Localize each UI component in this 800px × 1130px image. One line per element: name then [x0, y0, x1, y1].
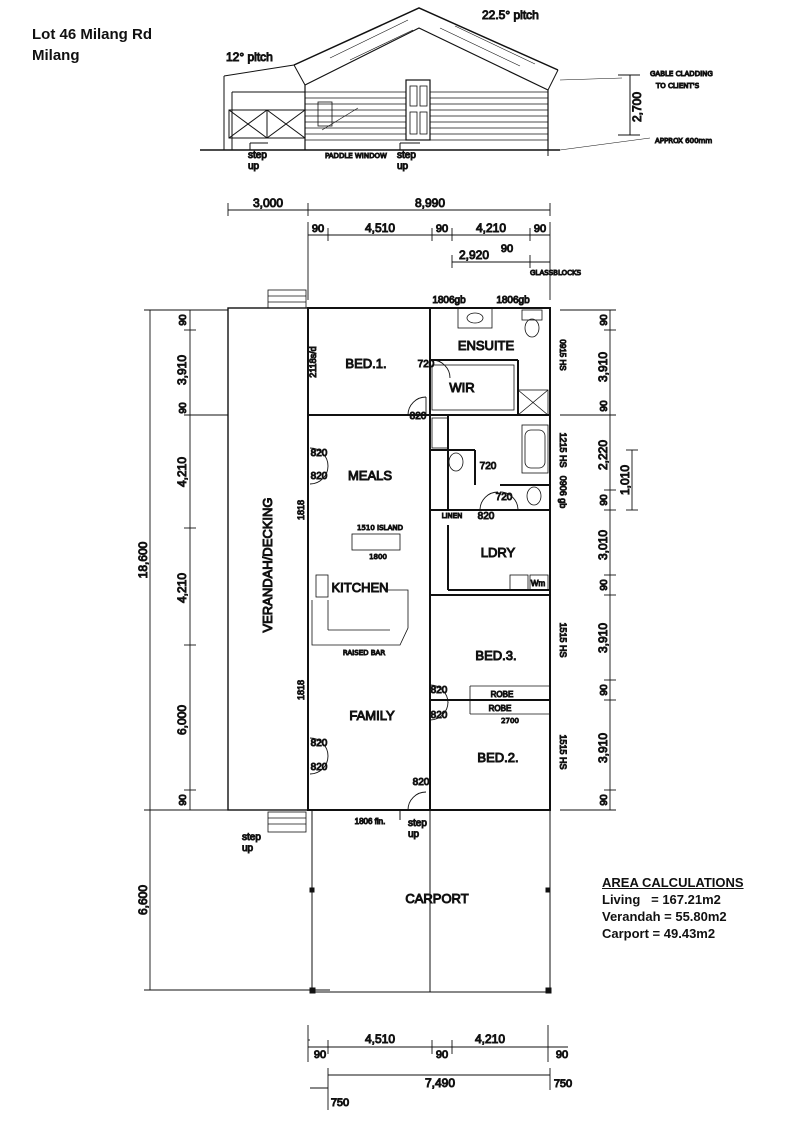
dim-bottom-750-right: 750 — [553, 1078, 573, 1090]
door-820-entry: 820 — [412, 777, 430, 788]
window-1806gb-a: 1806gb — [432, 295, 466, 306]
door-820-bed3: 820 — [430, 685, 448, 696]
dim-right-90-top: 90 — [599, 314, 610, 326]
dim-left-90b: 90 — [178, 794, 189, 806]
dim-right-90b: 90 — [599, 494, 610, 506]
door-720-wc: 720 — [479, 461, 497, 472]
window-1806fin: 1806 fin. — [354, 817, 386, 826]
verandah-pitch-label: 12° pitch — [226, 50, 273, 64]
dim-bottom-4210: 4,210 — [474, 1032, 506, 1046]
door-820-family-b: 820 — [310, 762, 328, 773]
robe-label-bed3: ROBE — [490, 690, 514, 699]
dim-bottom-4510: 4,510 — [364, 1032, 396, 1046]
door-720-wir: 720 — [417, 359, 435, 370]
kitchen-island-note: 1510 ISLAND — [356, 524, 404, 532]
dim-bottom-7490: 7,490 — [424, 1076, 456, 1090]
elevation-step-left-b: up — [248, 161, 260, 172]
step-up-verandah-a: step — [242, 832, 261, 843]
door-820-meals-b: 820 — [310, 471, 328, 482]
dim-top-2920: 2,920 — [458, 248, 490, 262]
front-elevation — [200, 8, 650, 156]
area-verandah: Verandah = 55.80m2 — [602, 909, 727, 924]
step-up-verandah-b: up — [242, 843, 254, 854]
window-1818-meals: 1818 — [296, 499, 306, 521]
dim-top-90a: 90 — [311, 223, 325, 235]
dim-left-4210a: 4,210 — [175, 456, 189, 488]
raised-bar-note: RAISED BAR — [342, 649, 386, 657]
robe-length-note: 2700 — [501, 717, 519, 725]
window-0915hs: 0915 HS — [558, 339, 567, 371]
room-family: FAMILY — [349, 708, 395, 723]
door-820-family-a: 820 — [310, 738, 328, 749]
left-dimension-lines — [144, 310, 330, 990]
dim-top-90d: 90 — [500, 243, 514, 255]
dim-left-90a: 90 — [178, 402, 189, 414]
room-kitchen: KITCHEN — [331, 580, 389, 595]
dim-bottom-90a: 90 — [313, 1049, 327, 1061]
washing-machine-label: Wm — [530, 579, 546, 588]
room-bed3: BED.3. — [475, 648, 517, 663]
dim-verandah-width: 3,000 — [252, 196, 284, 210]
window-1515hs-bed2: 1515 HS — [558, 734, 568, 770]
room-laundry: LDRY — [480, 545, 516, 560]
area-title: AREA CALCULATIONS — [602, 875, 744, 890]
room-meals: MEALS — [347, 468, 393, 483]
linen-label: LINEN — [441, 512, 463, 520]
dim-top-4210: 4,210 — [475, 221, 507, 235]
dim-house-width: 8,990 — [414, 196, 446, 210]
area-calculations — [602, 874, 744, 942]
door-820-meals-a: 820 — [310, 448, 328, 459]
dim-right-3910a: 3,910 — [596, 351, 610, 383]
area-carport: Carport = 49.43m2 — [602, 926, 716, 941]
dim-left-90-top: 90 — [178, 314, 189, 326]
dim-left-3910: 3,910 — [175, 354, 189, 386]
dim-bottom-90c: 90 — [555, 1049, 569, 1061]
room-bed1: BED.1. — [345, 356, 387, 371]
dim-total-depth: 18,600 — [136, 541, 150, 579]
elevation-height-dim: 2,700 — [630, 91, 644, 123]
room-bed2: BED.2. — [477, 750, 519, 765]
dim-right-90a: 90 — [599, 400, 610, 412]
dim-carport-depth: 6,600 — [136, 884, 150, 916]
door-820-bed2: 820 — [430, 710, 448, 721]
room-carport: CARPORT — [405, 891, 469, 906]
window-0906gb: 0906 gb — [558, 475, 568, 509]
window-1806gb-b: 1806gb — [496, 295, 530, 306]
door-820-laundry: 820 — [477, 511, 495, 522]
elevation-note-gable-1: GABLE CLADDING — [650, 70, 713, 78]
elevation-note-right: APPROX 600mm — [655, 137, 713, 145]
kitchen-island-length: 1800 — [369, 553, 387, 561]
robe-label-bed2: ROBE — [488, 704, 512, 713]
elevation-step-left-a: step — [248, 150, 267, 161]
dim-top-90b: 90 — [435, 223, 449, 235]
elevation-step-right-a: step — [397, 150, 416, 161]
dim-right-90e: 90 — [599, 794, 610, 806]
dim-right-90c: 90 — [599, 579, 610, 591]
elevation-note-gable-2: TO CLIENT'S — [656, 82, 700, 90]
dim-bottom-90b: 90 — [435, 1049, 449, 1061]
dim-right-3910c: 3,910 — [596, 732, 610, 764]
window-1515hs-bed3: 1515 HS — [558, 622, 568, 658]
dim-left-6000: 6,000 — [175, 704, 189, 736]
elevation-step-right-b: up — [397, 161, 409, 172]
step-up-front-b: up — [408, 829, 420, 840]
dim-top-90c: 90 — [533, 223, 547, 235]
elevation-note-center: PADDLE WINDOW — [325, 152, 387, 160]
dim-top-4510: 4,510 — [364, 221, 396, 235]
area-living: Living = 167.21m2 — [602, 892, 721, 907]
dim-left-4210b: 4,210 — [175, 572, 189, 604]
main-pitch-label: 22.5° pitch — [482, 8, 539, 22]
door-820-bed1: 820 — [409, 411, 427, 422]
dim-right-1010: 1,010 — [618, 464, 632, 496]
town-line: Milang — [32, 47, 80, 64]
room-ensuite: ENSUITE — [457, 338, 515, 353]
glass-blocks-note: GLASSBLOCKS — [530, 269, 582, 277]
address-line: Lot 46 Milang Rd — [32, 26, 152, 43]
window-1215hs: 1215 HS — [558, 432, 568, 468]
window-1818-family: 1818 — [296, 679, 306, 701]
dim-right-3910b: 3,910 — [596, 622, 610, 654]
dim-bottom-750-left: 750 — [330, 1097, 350, 1109]
dim-right-2220: 2,220 — [596, 439, 610, 471]
step-up-front-a: step — [408, 818, 427, 829]
door-720-bath: 720 — [495, 492, 513, 503]
dim-right-90d: 90 — [599, 684, 610, 696]
room-verandah: VERANDAH/DECKING — [260, 497, 275, 633]
dim-right-3010: 3,010 — [596, 529, 610, 561]
window-2118sd: 2118s/d — [308, 346, 318, 378]
room-wir: WIR — [449, 380, 475, 395]
